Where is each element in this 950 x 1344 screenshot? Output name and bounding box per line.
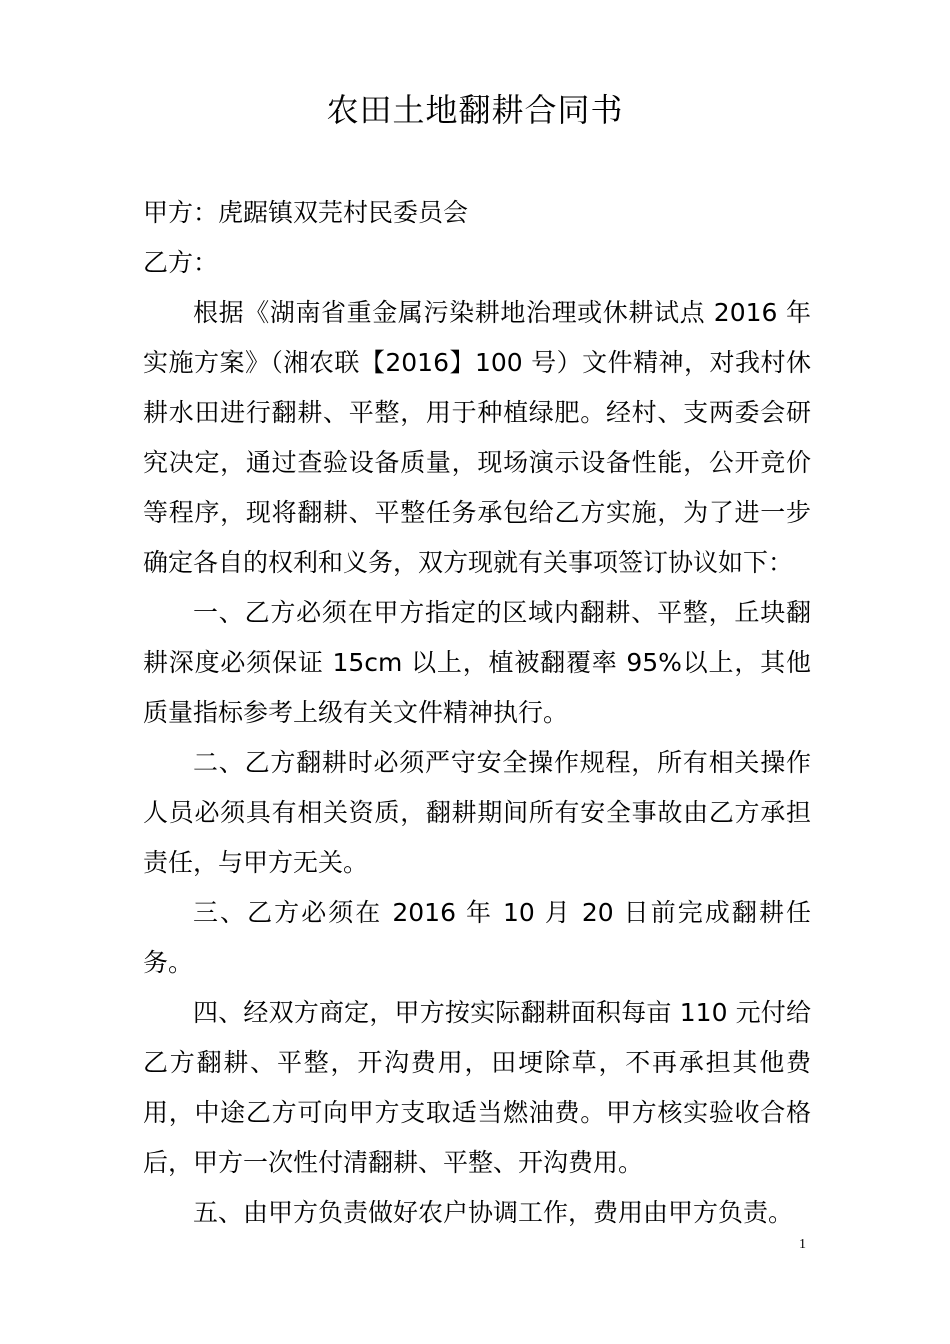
clause-3-paragraph: 三、乙方必须在 2016 年 10 月 20 日前完成翻耕任务。 [143, 898, 811, 977]
party-b-line: 乙方： [143, 248, 219, 277]
page-number: 1 [799, 1237, 806, 1252]
clause-2-paragraph: 二、乙方翻耕时必须严守安全操作规程，所有相关操作人员必须具有相关资质，翻耕期间所有安全事故由乙方承担责任，与甲方无关。 [143, 748, 811, 877]
clause-1-paragraph: 一、乙方必须在甲方指定的区域内翻耕、平整，丘块翻耕深度必须保证 15cm 以上，植被翻覆率 95%以上，其他质量指标参考上级有关文件精神执行。 [143, 598, 811, 727]
document-body [143, 188, 811, 1238]
preamble-paragraph: 根据《湖南省重金属污染耕地治理或休耕试点 2016 年实施方案》（湘农联【2016】100 号）文件精神，对我村休耕水田进行翻耕、平整，用于种植绿肥。经村、支两委会研究决定，通过查验设备质量，现场演示设备性能，公开竞价等程序，现将翻耕、平整任务承包给乙方实施，为了进一步确定各自的权利和义务，双方现就有关事项签订协议如下： [143, 298, 811, 577]
clause-5-paragraph: 五、由甲方负责做好农户协调工作，费用由甲方负责。 [193, 1198, 794, 1227]
clause-4-paragraph: 四、经双方商定，甲方按实际翻耕面积每亩 110 元付给乙方翻耕、平整，开沟费用，田埂除草，不再承担其他费用，中途乙方可向甲方支取适当燃油费。甲方核实验收合格后，甲方一次性付清翻耕、平整、开沟费用。 [143, 998, 811, 1177]
document-title: 农田土地翻耕合同书 [326, 91, 624, 129]
party-a-line: 甲方：虎踞镇双芫村民委员会 [143, 198, 469, 227]
